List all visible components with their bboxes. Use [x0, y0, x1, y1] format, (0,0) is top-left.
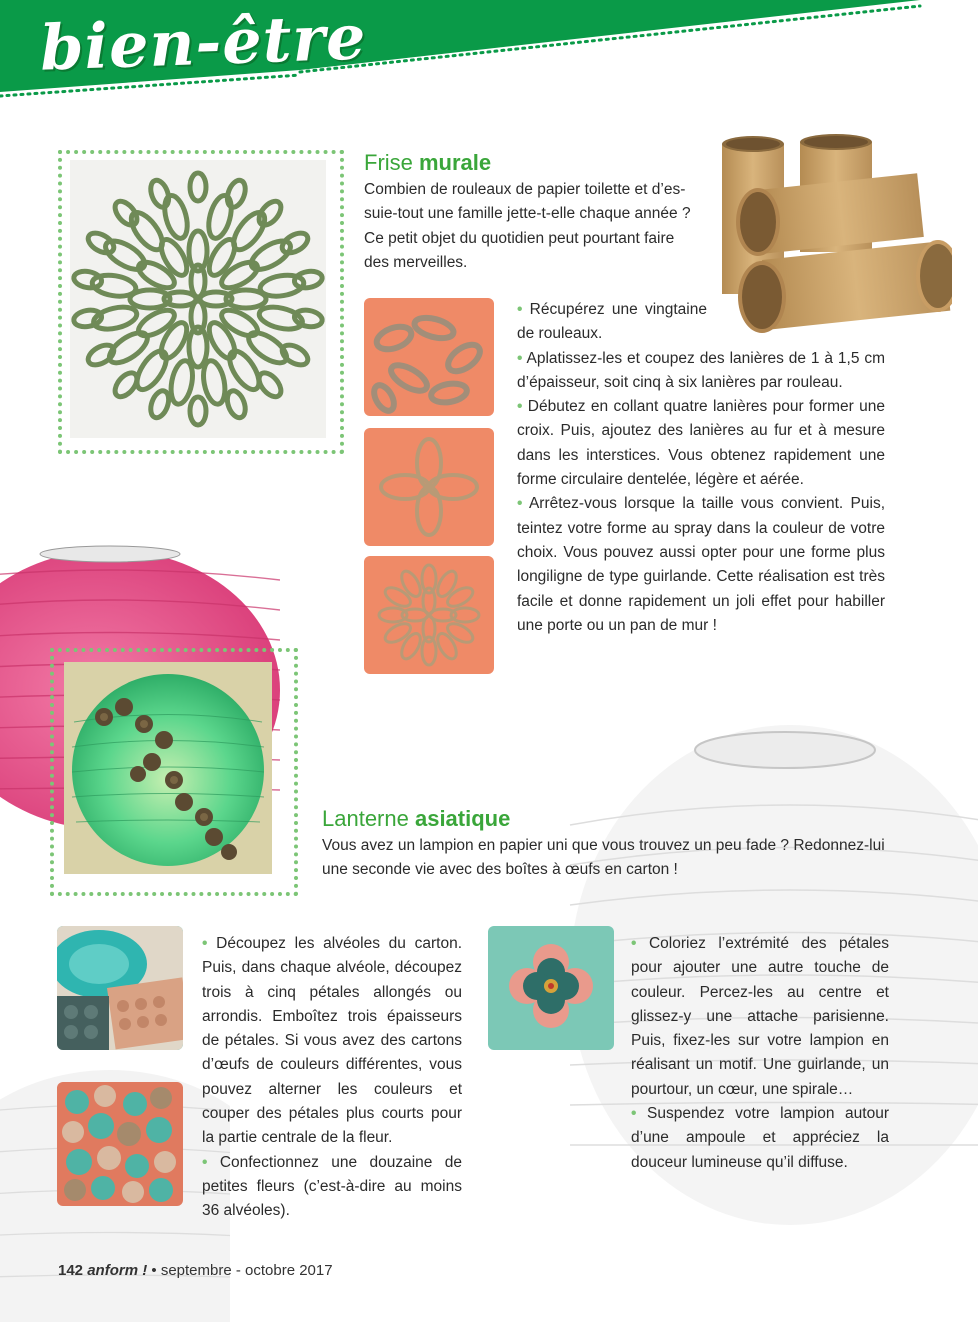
frise-step2-photo — [364, 428, 494, 546]
footer-separator: • — [151, 1262, 157, 1279]
lanterne-steps-left — [202, 932, 462, 1224]
lanterne-step-3: • Coloriez l’extrémité des pétales pour ajouter une autre touche de couleur. Percez-les au centre et glissez-y une attache parisienne. Puis, fixez-les sur votre lampion en réalisant un motif. Une guirlande, un pourtour, un cœur, une spirale… — [631, 935, 889, 1098]
lanterne-step-4: • Suspendez votre lampion autour d’une ampoule et appréciez la douceur lumineuse qu’il diffuse. — [631, 1105, 889, 1171]
lanterne-intro: Vous avez un lampion en papier uni que vous trouvez un peu fade ? Redonnez-lui une seconde vie avec des boîtes à œufs en carton ! — [322, 837, 885, 879]
frise-step3-photo — [364, 556, 494, 674]
bullet-icon: • — [202, 1153, 208, 1171]
circular-form-illustration — [364, 556, 494, 674]
frise-step-3: • Débutez en collant quatre lanières pour former une croix. Puis, ajoutez des lanières au fur et à mesure dans les interstices. Vous obtenez rapidement une forme circulaire dentelée, légère et aérée. — [517, 398, 885, 489]
lanterne-title-bold: asiatique — [414, 806, 511, 831]
lanterne-title — [322, 806, 510, 832]
frise-title-regular: Frise — [364, 150, 419, 175]
lanterne-step1-photo — [57, 926, 183, 1050]
frise-title-bold: murale — [419, 150, 492, 175]
lanterne-step-2: • Confectionnez une douzaine de petites fleurs (c’est-à-dire au moins 36 alvéoles). — [202, 1153, 463, 1220]
bullet-icon: • — [517, 349, 523, 367]
colored-flower-illustration — [488, 926, 614, 1050]
green-lantern-photo — [64, 662, 272, 874]
bullet-icon: • — [631, 935, 637, 952]
lanterne-step-1: • Découpez les alvéoles du carton. Puis, dans chaque alvéole, découpez trois à cinq pétales allongés ou arrondis. Emboîtez trois épaisseurs de pétales. Si vous avez des cartons d’œufs de couleurs différentes, vous pouvez alterner les couleurs et couper des pétales plus courts pour la partie centrale de la fleur. — [202, 935, 462, 1147]
lanterne-steps-right — [631, 932, 889, 1175]
frise-step-2: • Aplatissez-les et coupez des lanières de 1 à 1,5 cm d’épaisseur, soit cinq à six lanières par rouleau. — [517, 349, 886, 391]
page-header — [0, 0, 978, 110]
lanterne-step3-photo — [488, 926, 614, 1050]
petals-pile-illustration — [57, 1082, 183, 1206]
frise-step1-photo — [364, 298, 494, 416]
page-footer — [58, 1262, 333, 1279]
lanterne-title-regular: Lanterne — [322, 806, 415, 831]
frise-title — [364, 150, 491, 176]
cross-shape-illustration — [364, 428, 494, 546]
page-number: 142 — [58, 1262, 84, 1279]
bullet-icon: • — [517, 398, 523, 416]
magazine-name: anform ! — [87, 1262, 148, 1279]
egg-carton-illustration — [57, 926, 183, 1050]
cut-strips-illustration — [364, 298, 494, 416]
frise-step-4: • Arrêtez-vous lorsque la taille vous convient. Puis, teintez votre forme au spray dans la couleur de votre choix. Vous pouvez aussi opter pour une forme plus longiligne de type guirlande. Cette réalisation est très facile et donne rapidement un joli effet pour habiller une porte ou un pan de mur ! — [517, 495, 886, 634]
lanterne-step2-photo — [57, 1082, 183, 1206]
green-lantern-illustration — [64, 662, 272, 874]
frise-flower-illustration — [70, 160, 326, 438]
frise-step-1: • Récupérez une vingtaine de rouleaux. — [517, 301, 707, 343]
issue-date: septembre - octobre 2017 — [160, 1262, 333, 1279]
bullet-icon: • — [202, 935, 208, 952]
frise-steps — [517, 298, 885, 638]
section-label: bien-être — [38, 0, 368, 85]
bullet-icon: • — [517, 495, 523, 513]
bullet-icon: • — [517, 301, 523, 318]
frise-flower-photo — [70, 160, 326, 438]
frise-intro: Combien de rouleaux de papier toilette et d’es-suie-tout une famille jette-t-elle chaque année ? Ce petit objet du quotidien peut pourtant faire des merveilles. — [364, 181, 691, 271]
bullet-icon: • — [631, 1105, 637, 1123]
